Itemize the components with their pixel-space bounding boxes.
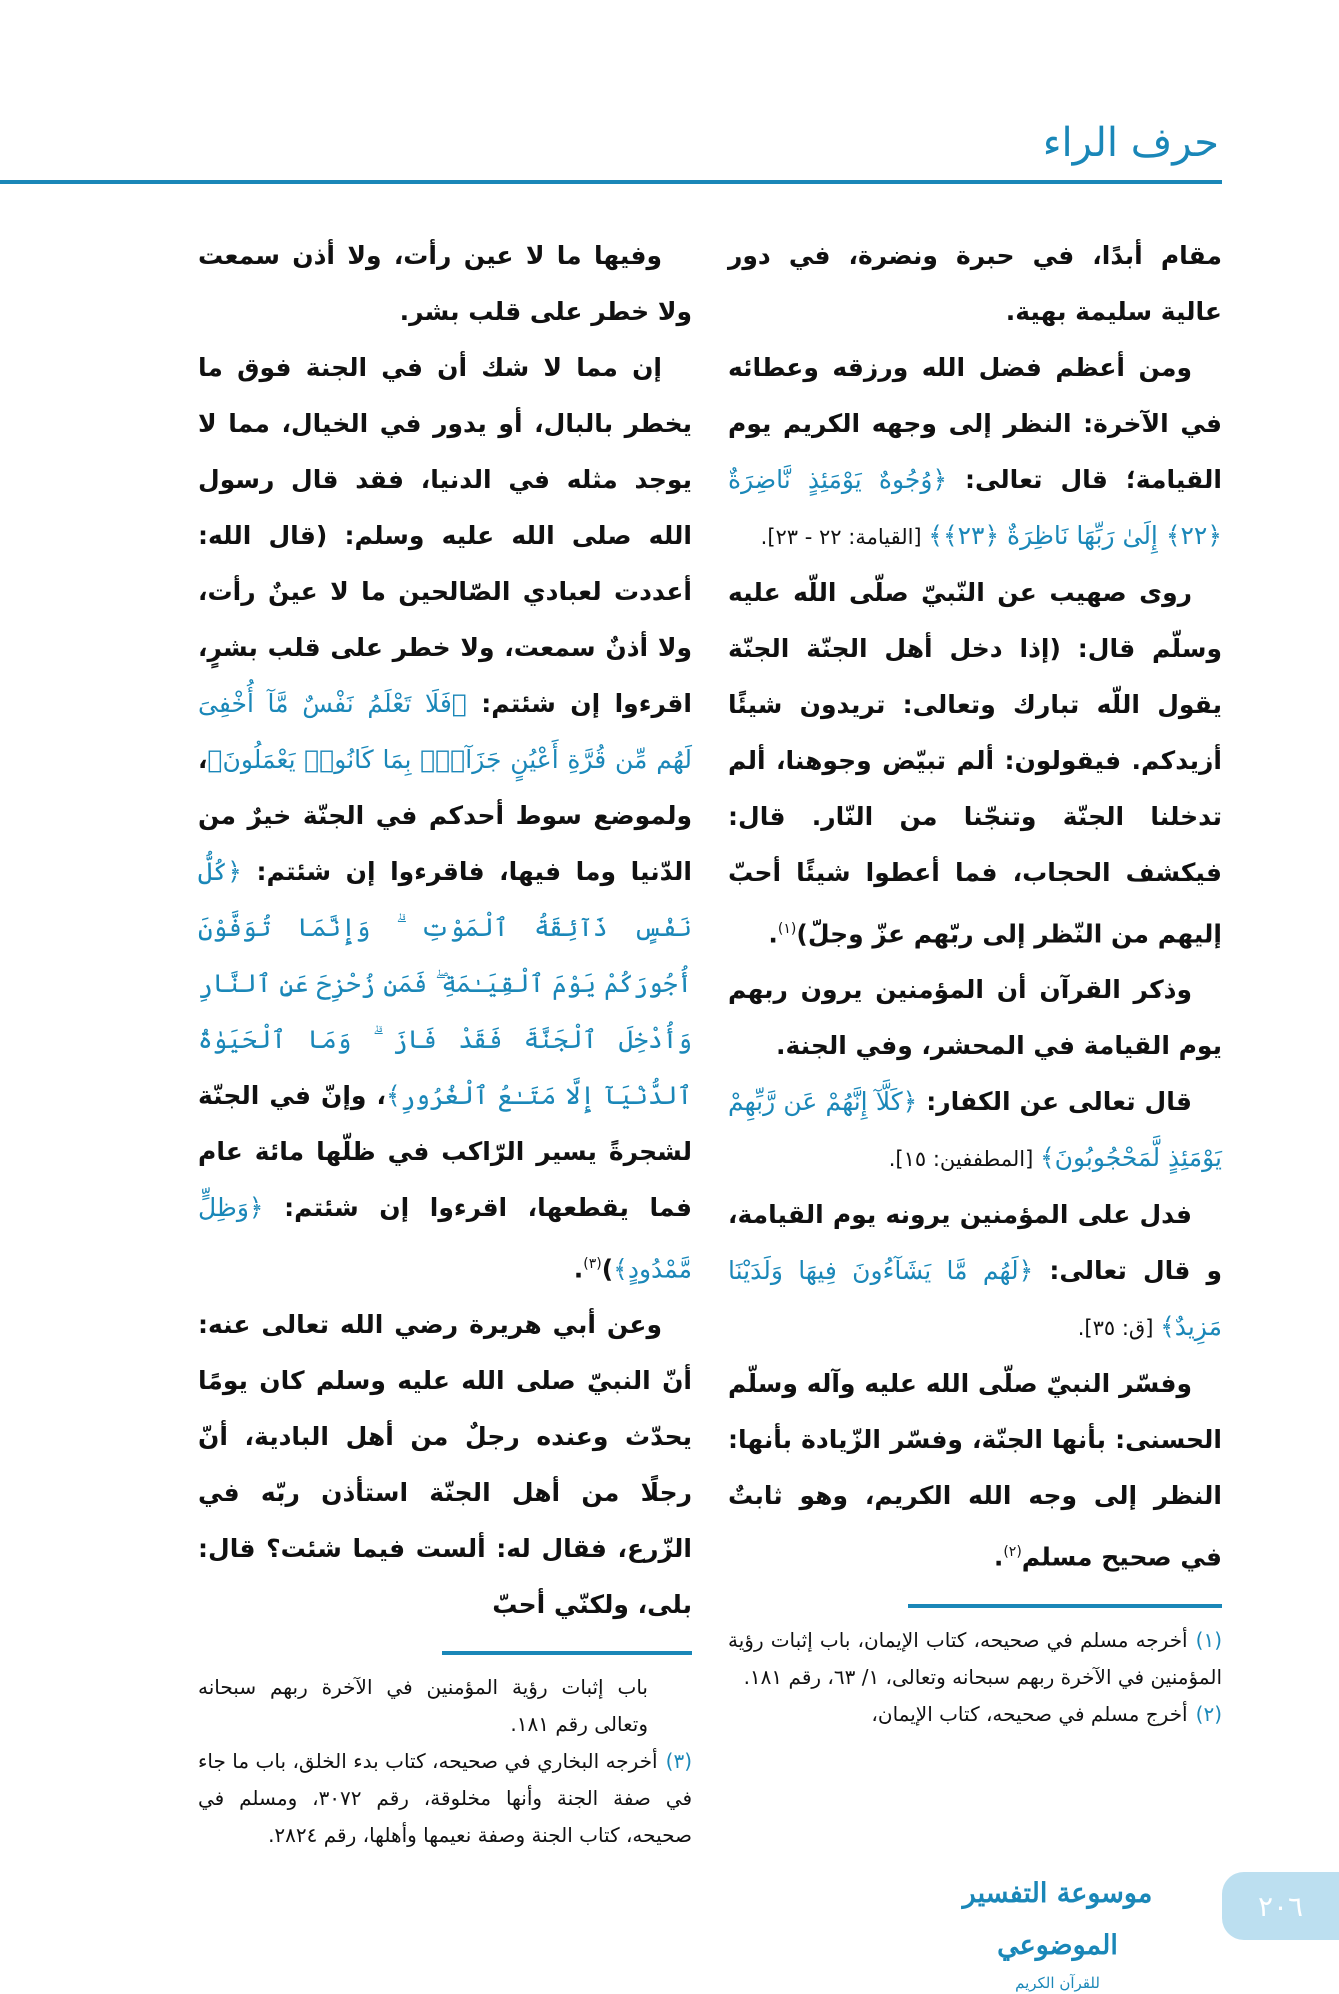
- paragraph: [728, 340, 1222, 565]
- footnote-text: أخرجه مسلم في صحيحه، كتاب الإيمان، باب إثبات رؤية المؤمنين في الآخرة ربهم سبحانه وتعالى، ١/ ٦٣، رقم ١٨١.: [728, 1627, 1222, 1689]
- verse-reference: [ق: ٣٥].: [1077, 1316, 1161, 1341]
- footnote-marker: (٣): [583, 1256, 602, 1272]
- footnote-number: (٣): [665, 1749, 692, 1774]
- encyclopedia-logo: [935, 1868, 1180, 1993]
- footnote-marker: (٢): [1003, 1544, 1022, 1561]
- left-column: [198, 228, 692, 1854]
- paragraph: [728, 962, 1222, 1074]
- page-body: [198, 0, 1222, 1854]
- footnote: [728, 1696, 1222, 1733]
- body-text: ، ولموضع سوط أحدكم في الجنّة خيرٌ من الدّنيا وما فيها، فاقرءوا إن شئتم:: [198, 745, 692, 886]
- quran-verse: ﴿لَهُم مَّا يَشَآءُونَ فِيهَا وَلَدَيْنَا مَزِيدٌ﴾: [728, 1256, 1222, 1342]
- paragraph: [198, 228, 692, 340]
- quran-verse: ﴿وُجُوهٌ يَوْمَئِذٍ نَّاضِرَةٌ ﴿٢٢﴾ إِلَىٰ رَبِّهَا نَاظِرَةٌ ﴿٢٣﴾﴾: [728, 465, 1222, 550]
- paragraph: [728, 228, 1222, 340]
- body-text: إن مما لا شك أن في الجنة فوق ما يخطر بالبال، أو يدور في الخيال، مما لا يوجد مثله في الدنيا، فقد قال رسول الله صلى الله عليه وسلم: (قال الله: أعددت لعبادي الصّالحين ما لا عينٌ رأت، ولا أذنٌ سمعت، ولا خطر على قلب بشرٍ، اقرءوا إن شئتم:: [198, 353, 692, 718]
- paragraph: [198, 340, 692, 1297]
- body-text: قال تعالى عن الكفار:: [917, 1087, 1193, 1117]
- page-number: ٢٠٦: [1222, 1872, 1339, 1940]
- footnotes-left: [198, 1669, 692, 1854]
- footnote-continuation: باب إثبات رؤية المؤمنين في الآخرة ربهم سبحانه وتعالى رقم ١٨١.: [198, 1675, 648, 1737]
- body-text: .: [768, 919, 778, 949]
- logo-title: موسوعة التفسير الموضوعي: [962, 1878, 1153, 1962]
- verse-reference: [المطففين: ١٥].: [888, 1147, 1040, 1172]
- body-text: ومن أعظم فضل الله ورزقه وعطائه في الآخرة: النظر إلى وجهه الكريم يوم القيامة؛ قال تعالى:: [728, 353, 1222, 494]
- page-footer: [0, 1868, 1339, 1993]
- body-text: .: [573, 1254, 584, 1284]
- body-text: .: [993, 1542, 1004, 1572]
- footnote-number: (١): [1195, 1627, 1222, 1652]
- quran-verse: ﴿كَلَّآ إِنَّهُمْ عَن رَّبِّهِمْ يَوْمَئِذٍ لَّمَحْجُوبُونَ﴾: [728, 1087, 1222, 1173]
- verse-reference: [القيامة: ٢٢ - ٢٣].: [760, 525, 929, 549]
- footnote-text: أخرج مسلم في صحيحه، كتاب الإيمان،: [871, 1701, 1188, 1726]
- body-text: وذكر القرآن أن المؤمنين يرون ربهم يوم القيامة في المحشر، وفي الجنة.: [728, 975, 1222, 1061]
- body-text: ): [601, 1254, 614, 1284]
- footnote: [728, 1622, 1222, 1696]
- left-column-text: [198, 228, 692, 1633]
- paragraph: [728, 1074, 1222, 1187]
- paragraph: [728, 565, 1222, 962]
- footnote-marker: (١): [777, 921, 797, 937]
- footnote-text: أخرجه البخاري في صحيحه، كتاب بدء الخلق، باب ما جاء في صفة الجنة وأنها مخلوقة، رقم ٣٠٧٢، ومسلم في صحيحه، كتاب الجنة وصفة نعيمها وأهلها، رقم ٢٨٢٤.: [198, 1749, 693, 1848]
- footnote: [198, 1743, 692, 1854]
- footnotes-right: [728, 1622, 1222, 1733]
- chapter-title: حرف الراء: [1042, 120, 1219, 166]
- logo-subtitle: للقرآن الكريم: [1015, 1974, 1100, 1993]
- paragraph: [728, 1187, 1222, 1356]
- footnote-number: (٢): [1195, 1701, 1222, 1726]
- body-text: وفيها ما لا عين رأت، ولا أذن سمعت ولا خطر على قلب بشر.: [198, 241, 692, 326]
- footnote-divider-right: [908, 1604, 1222, 1608]
- right-column-text: [728, 228, 1222, 1586]
- body-text: ، وإنّ في الجنّة لشجرةً يسير الرّاكب في ظلّها مائة عام فما يقطعها، اقرءوا إن شئتم:: [198, 1081, 692, 1222]
- body-text: وعن أبي هريرة رضي الله تعالى عنه: أنّ النبيّ صلى الله عليه وسلم كان يومًا يحدّث وعنده رجلٌ من أهل البادية، أنّ رجلًا من أهل الجنّة استأذن ربّه في الزّرع، فقال له: ألست فيما شئت؟ قال: بلى، ولكنّي أحبّ: [198, 1310, 692, 1620]
- paragraph: [728, 1356, 1222, 1585]
- right-column: [728, 228, 1222, 1733]
- body-text: وفسّر النبيّ صلّى الله عليه وآله وسلّم الحسنى: بأنها الجنّة، وفسّر الزّيادة بأنها: النظر إلى وجه الله الكريم، وهو ثابتٌ في صحيح مسلم: [728, 1369, 1222, 1572]
- quran-verse: ﴿كُلُّ نَفْسٍ ذَآئِقَةُ ٱلْمَوْتِ ۗ وَإِنَّمَا تُوَفَّوْنَ أُجُورَكُمْ يَوْمَ ٱلْقِيَـٰمَةِ ۖ فَمَن زُحْزِحَ عَنِ ٱلنَّارِ وَأُدْخِلَ ٱلْجَنَّةَ فَقَدْ فَازَ ۗ وَمَا ٱلْحَيَوٰةُ ٱلدُّنْيَآ إِلَّا مَتَـٰعُ ٱلْغُرُورِ﴾: [198, 857, 692, 1110]
- footnote-divider-left: [442, 1651, 692, 1655]
- body-text: فدل على المؤمنين يرونه يوم القيامة، و قال تعالى:: [728, 1200, 1222, 1286]
- quran-verse: ﴿وَظِلٍّ مَّمْدُودٍ﴾: [198, 1193, 692, 1284]
- quran-verse: ﴿فَلَا تَعْلَمُ نَفْسٌ مَّآ أُخْفِىَ لَهُم مِّن قُرَّةِ أَعْيُنٍ جَزَآءًۢ بِمَا كَانُوا۟ يَعْمَلُونَ﴾: [198, 689, 692, 774]
- body-text: روى صهيب عن النّبيّ صلّى اللّه عليه وسلّم قال: (إذا دخل أهل الجنّة الجنّة يقول اللّه تبارك وتعالى: تريدون شيئًا أزيدكم. فيقولون: ألم تبيّض وجوهنا، ألم تدخلنا الجنّة وتنجّنا من النّار. قال: فيكشف الحجاب، فما أعطوا شيئًا أحبّ إليهم من النّظر إلى ربّهم عزّ وجلّ): [728, 578, 1222, 949]
- paragraph: [198, 1297, 692, 1633]
- body-text: مقام أبدًا، في حبرة ونضرة، في دور عالية سليمة بهية.: [728, 241, 1222, 326]
